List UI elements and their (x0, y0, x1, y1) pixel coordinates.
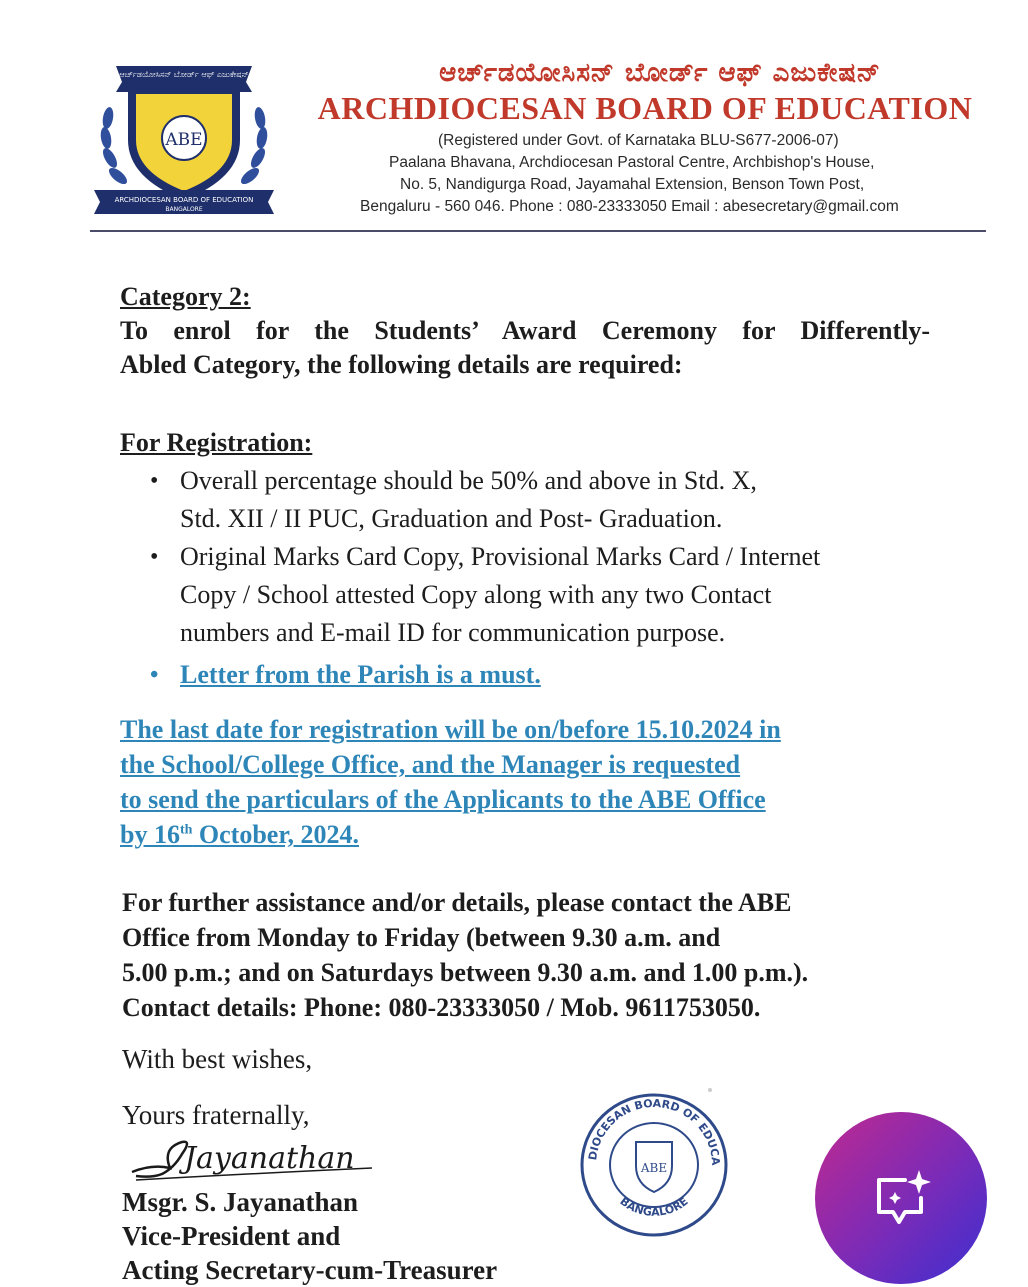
list-item-line: numbers and E-mail ID for communication purpose. (180, 618, 726, 647)
list-item-line: Std. XII / II PUC, Graduation and Post- Graduation. (180, 504, 723, 533)
signature-graphic (122, 1128, 392, 1188)
abe-logo-graphic (88, 58, 280, 218)
address-line-contact: Bengaluru - 560 046. Phone : 080-23333050 Email : abesecretary@gmail.com (360, 198, 899, 215)
list-item-parish-letter (150, 656, 950, 694)
abe-logo (88, 58, 280, 218)
stamp-graphic (578, 1092, 730, 1238)
ai-chat-button[interactable] (815, 1112, 987, 1284)
assistance-line-2: Office from Monday to Friday (between 9.30 a.m. and (122, 923, 721, 952)
stamp-ring-top-text: DIOCESAN BOARD OF EDUCA (586, 1096, 723, 1165)
list-item (150, 462, 950, 538)
assistance-line-4: Contact details: Phone: 080-23333050 / Mob. 9611753050. (122, 993, 761, 1022)
chat-sparkle-icon (865, 1162, 937, 1234)
list-item-line: Overall percentage should be 50% and above in Std. X, (180, 466, 757, 495)
address-line-street: No. 5, Nandigurga Road, Jayamahal Extension, Benson Town Post, (400, 176, 865, 193)
assistance-line-1: For further assistance and/or details, please contact the ABE (122, 888, 792, 917)
signer-title-1: Vice-President and (122, 1221, 341, 1251)
deadline-line-2: the School/College Office, and the Manager is requested (120, 750, 741, 779)
list-item-line: Letter from the Parish is a must. (180, 660, 541, 689)
official-stamp (578, 1092, 730, 1238)
org-name-kannada: ಆರ್ಚ್‌ಡಯೋಸಿಸನ್ ಬೋರ್ಡ್ ಆಫ್ ಎಜುಕೇಷನ್ (439, 58, 881, 88)
signer-name: Msgr. S. Jayanathan (122, 1187, 359, 1217)
signer-title-2: Acting Secretary-cum-Treasurer (122, 1255, 498, 1285)
logo-center-text: ABE (165, 130, 203, 150)
category-heading: Category 2: (120, 282, 251, 311)
assistance-line-3: 5.00 p.m.; and on Saturdays between 9.30 a.m. and 1.00 p.m.). (122, 958, 809, 987)
logo-ribbon-text: ARCHDIOCESAN BOARD OF EDUCATION (114, 196, 254, 204)
stamp-center-text: ABE (640, 1161, 668, 1175)
signature-text: Jayanathan (184, 1141, 355, 1176)
deadline-line-4 (120, 817, 359, 852)
letterhead-divider (90, 230, 986, 232)
list-item-line: Copy / School attested Copy along with any two Contact (180, 580, 772, 609)
org-name: ARCHDIOCESAN BOARD OF EDUCATION (317, 90, 973, 126)
deadline-date-suffix: October, 2024. (192, 820, 359, 849)
deadline-date-ordinal: th (179, 822, 193, 838)
closing-wishes: With best wishes, (122, 1044, 313, 1074)
registration-heading: For Registration: (120, 428, 313, 457)
deadline-date-prefix: by 16 (120, 820, 180, 849)
stamp-ring-bottom-text: BANGALORE (617, 1194, 691, 1219)
deadline-line-1: The last date for registration will be on/before 15.10.2024 in (120, 715, 781, 744)
closing-yours: Yours fraternally, (122, 1100, 310, 1130)
logo-ribbon-sub: BANGALORE (165, 206, 203, 213)
address-line-registration: (Registered under Govt. of Karnataka BLU-S677-2006-07) (438, 132, 839, 149)
address-line-building: Paalana Bhavana, Archdiocesan Pastoral Centre, Archbishop's House, (389, 154, 875, 171)
list-item-line: Original Marks Card Copy, Provisional Marks Card / Internet (180, 542, 821, 571)
deadline-line-3: to send the particulars of the Applicants to the ABE Office (120, 785, 766, 814)
handwritten-signature (122, 1128, 392, 1188)
category-intro-line-2: Abled Category, the following details are required: (120, 350, 683, 379)
list-item (150, 538, 950, 652)
logo-top-text: ಆರ್ಚ್‌ಡಯೋಸಿಸನ್ ಬೋರ್ಡ್ ಆಫ್ ಎಜುಕೇಷನ್ (119, 70, 249, 79)
category-intro-line-1: To enrol for the Students’ Award Ceremony for Differently- (120, 316, 930, 345)
registration-requirements-list (150, 462, 950, 694)
